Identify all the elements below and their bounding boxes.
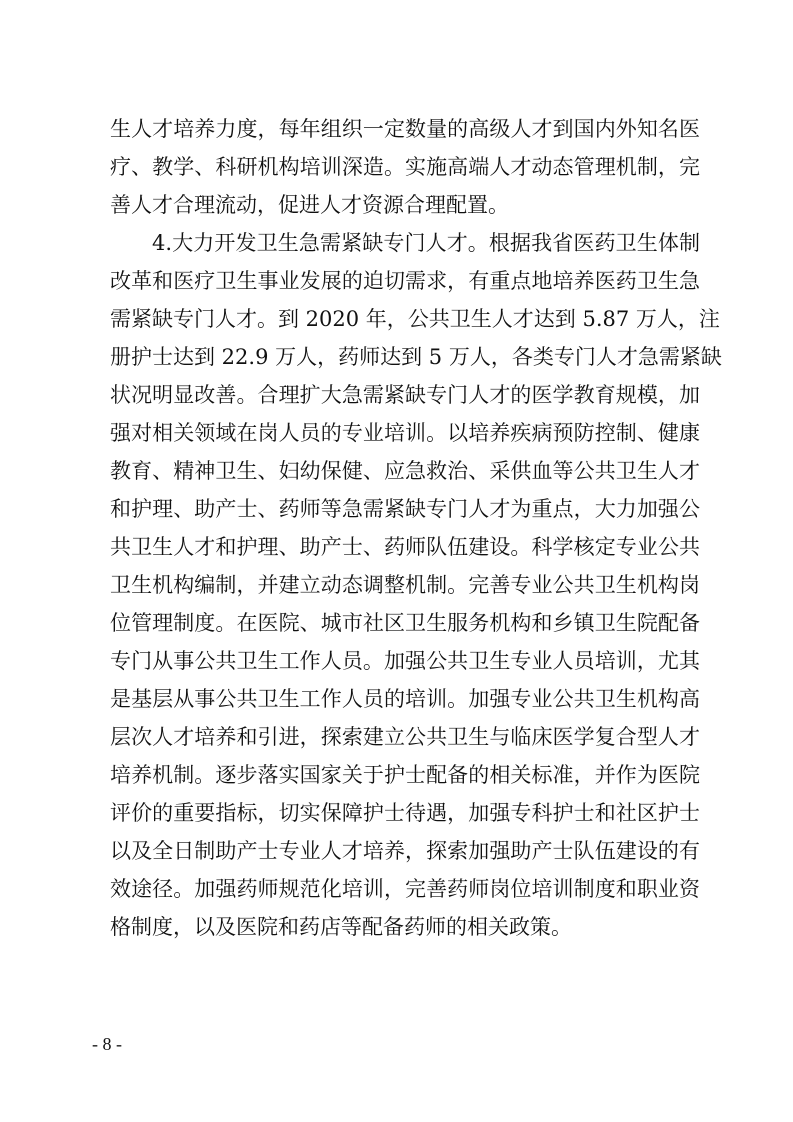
text-line: 卫生机构编制，并建立动态调整机制。完善专业公共卫生机构岗 <box>110 573 700 597</box>
text-line: 状况明显改善。合理扩大急需紧缺专门人才的医学教育规模，加 <box>110 383 700 407</box>
text-line: 改革和医疗卫生事业发展的迫切需求，有重点地培养医药卫生急 <box>110 269 700 293</box>
text-line: 评价的重要指标，切实保障护士待遇，加强专科护士和社区护士 <box>110 801 700 825</box>
body-text <box>110 110 722 946</box>
text-line: 以及全日制助产士专业人才培养，探索加强助产士队伍建设的有 <box>110 839 700 863</box>
page-number: - 8 - <box>92 1034 122 1054</box>
text-line: 格制度，以及医院和药店等配备药师的相关政策。 <box>110 915 572 939</box>
text-line: 层次人才培养和引进，探索建立公共卫生与临床医学复合型人才 <box>110 725 700 749</box>
text-line: 教育、精神卫生、妇幼保健、应急救治、采供血等公共卫生人才 <box>110 459 700 483</box>
text-line: 效途径。加强药师规范化培训，完善药师岗位培训制度和职业资 <box>110 877 700 901</box>
text-line: 培养机制。逐步落实国家关于护士配备的相关标准，并作为医院 <box>110 763 700 787</box>
text-line: 册护士达到 22.9 万人，药师达到 5 万人，各类专门人才急需紧缺 <box>110 345 722 369</box>
text-line: 和护理、助产士、药师等急需紧缺专门人才为重点，大力加强公 <box>110 497 700 521</box>
text-line: 专门从事公共卫生工作人员。加强公共卫生专业人员培训，尤其 <box>110 649 700 673</box>
text-line: 需紧缺专门人才。到 2020 年，公共卫生人才达到 5.87 万人，注 <box>110 307 720 331</box>
text-line: 是基层从事公共卫生工作人员的培训。加强专业公共卫生机构高 <box>110 687 700 711</box>
text-line: 共卫生人才和护理、助产士、药师队伍建设。科学核定专业公共 <box>110 535 700 559</box>
text-line: 疗、教学、科研机构培训深造。实施高端人才动态管理机制，完 <box>110 155 700 179</box>
text-line: 生人才培养力度，每年组织一定数量的高级人才到国内外知名医 <box>110 117 700 141</box>
text-line: 强对相关领域在岗人员的专业培训。以培养疾病预防控制、健康 <box>110 421 700 445</box>
text-line: 善人才合理流动，促进人才资源合理配置。 <box>110 193 509 217</box>
text-line: 4.大力开发卫生急需紧缺专门人才。根据我省医药卫生体制 <box>152 231 700 255</box>
text-line: 位管理制度。在医院、城市社区卫生服务机构和乡镇卫生院配备 <box>110 611 700 635</box>
